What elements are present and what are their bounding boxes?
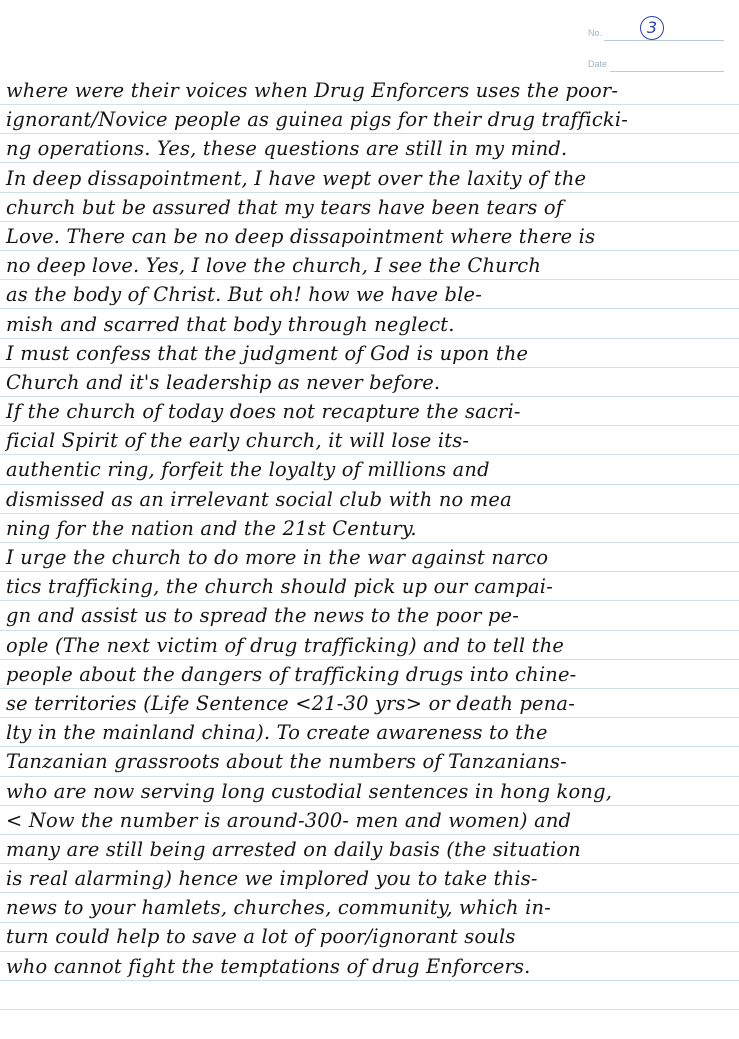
text-line: people about the dangers of trafficking drugs into chine- — [6, 662, 577, 686]
text-line: no deep love. Yes, I love the church, I see the Church — [6, 254, 542, 278]
text-line: church but be assured that my tears have been tears of — [6, 195, 564, 219]
date-label: Date — [588, 59, 608, 69]
text-line: dismissed as an irrelevant social club with no mea — [6, 487, 512, 511]
text-line: se territories (Life Sentence <21-30 yrs> or death pena- — [6, 691, 575, 715]
text-line: I urge the church to do more in the war against narco — [6, 546, 549, 569]
text-line: is real alarming) hence we implored you to take this- — [6, 867, 538, 891]
date-field-line — [610, 71, 724, 72]
text-line: ning for the nation and the 21st Century. — [6, 516, 417, 540]
text-line: Tanzanian grassroots about the numbers of Tanzanians- — [6, 750, 567, 774]
text-line: gn and assist us to spread the news to the poor pe- — [6, 604, 519, 628]
no-label: No. — [588, 28, 603, 38]
text-line: turn could help to save a lot of poor/ignorant souls — [6, 925, 516, 949]
text-line: I must confess that the judgment of God is upon the — [6, 341, 529, 365]
handwritten-letter-text — [6, 76, 734, 981]
text-line: lty in the mainland china). To create awareness to the — [6, 721, 548, 745]
text-line: ignorant/Novice people as guinea pigs for their drug trafficki- — [6, 108, 629, 132]
text-line: ficial Spirit of the early church, it will lose its- — [6, 429, 470, 453]
ruled-line — [0, 1009, 739, 1010]
text-line: who cannot fight the temptations of drug Enforcers. — [6, 954, 531, 978]
text-line: ople (The next victim of drug trafficking) and to tell the — [6, 633, 565, 657]
text-line: where were their voices when Drug Enforcers uses the poor- — [6, 79, 619, 102]
text-line: In deep dissapointment, I have wept over the laxity of the — [6, 166, 587, 190]
text-line: authentic ring, forfeit the loyalty of millions and — [6, 458, 490, 482]
text-line: Love. There can be no deep dissapointment where there is — [6, 224, 596, 248]
text-line: ng operations. Yes, these questions are still in my mind. — [6, 137, 568, 161]
text-line: If the church of today does not recapture the sacri- — [6, 400, 521, 424]
text-line: news to your hamlets, churches, community, which in- — [6, 896, 551, 920]
text-line: as the body of Christ. But oh! how we have ble- — [6, 283, 482, 307]
text-line: many are still being arrested on daily basis (the situation — [6, 837, 581, 861]
text-line: who are now serving long custodial sentences in hong kong, — [6, 779, 613, 803]
page-number: 3 — [640, 16, 664, 40]
text-line: Church and it's leadership as never before. — [6, 370, 441, 394]
text-line: < Now the number is around-300- men and women) and — [6, 808, 572, 832]
text-line: mish and scarred that body through neglect. — [6, 312, 455, 336]
no-field-line — [604, 40, 724, 41]
text-line: tics trafficking, the church should pick up our campai- — [6, 575, 553, 599]
